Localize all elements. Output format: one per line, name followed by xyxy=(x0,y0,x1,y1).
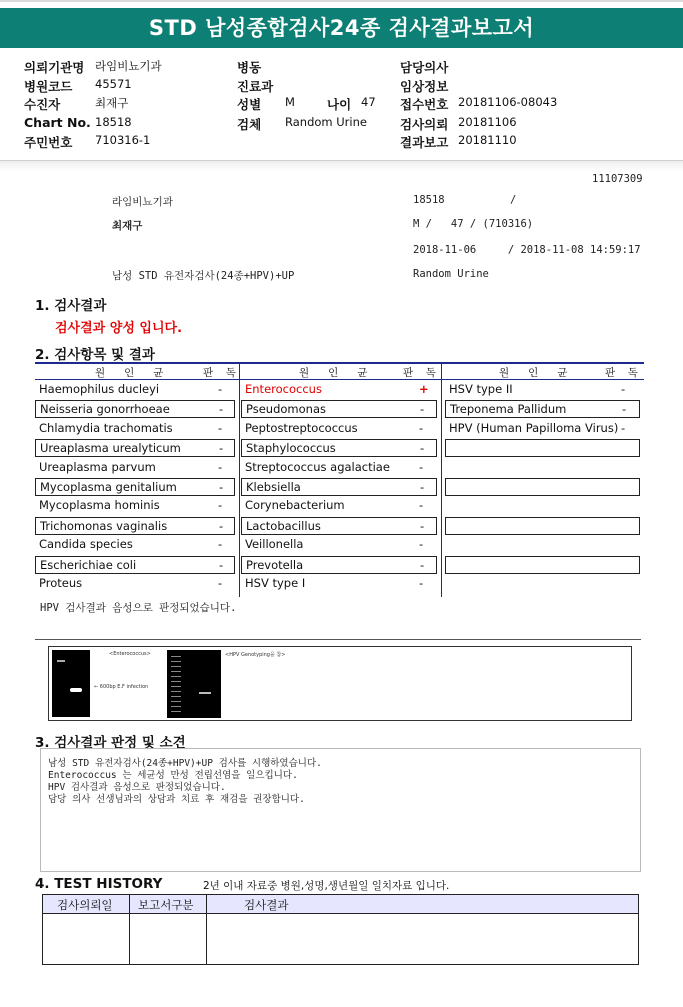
organism-name: Enterococcus xyxy=(245,382,322,396)
opinion-box xyxy=(40,748,641,872)
result-row-col2 xyxy=(241,556,437,574)
result-value: - xyxy=(621,420,626,435)
organism-name: Mycoplasma hominis xyxy=(39,498,160,513)
organism-name: Lactobacillus xyxy=(246,518,321,533)
gel-lane-image-2 xyxy=(167,650,221,718)
gel-label-hpv: <HPV Genotyping을 참> xyxy=(225,652,286,658)
accession-label: 접수번호 xyxy=(400,97,449,112)
opinion-line-3: HPV 검사결과 음성으로 판정되었습니다. xyxy=(48,782,226,793)
age-label: 나이 xyxy=(327,97,352,112)
gel-ladder-mark xyxy=(57,660,65,662)
organism-name: HSV type I xyxy=(245,576,306,590)
result-row-col1 xyxy=(35,478,235,496)
patient-value: 최재구 xyxy=(95,96,129,110)
organism-name: Ureaplasma urealyticum xyxy=(40,441,181,456)
history-col-result: 검사결과 xyxy=(244,898,289,912)
organism-name: HPV (Human Papilloma Virus) xyxy=(449,420,619,435)
request-value: 20181106 xyxy=(458,115,517,129)
report-value: 20181110 xyxy=(458,133,517,147)
result-value: - xyxy=(622,402,627,417)
organism-name: Veillonella xyxy=(245,537,304,552)
result-row-col2 xyxy=(241,575,437,593)
result-value: - xyxy=(219,480,224,494)
result-value: - xyxy=(420,480,425,494)
print-code: 11107309 xyxy=(592,173,643,185)
organism-name: Corynebacterium xyxy=(245,498,345,513)
organism-name: Chlamydia trachomatis xyxy=(39,420,173,435)
chart-value: 18518 xyxy=(95,115,132,129)
organism-name: Neisseria gonorrhoeae xyxy=(40,402,170,417)
organism-name: Ureaplasma parvum xyxy=(39,459,156,474)
dept-label: 진료과 xyxy=(237,79,274,94)
result-value: - xyxy=(218,537,223,552)
result-row-col2 xyxy=(241,536,437,554)
empty-row xyxy=(445,517,640,535)
gel-label-band: ← 600bp E.F infection xyxy=(94,684,149,690)
result-row-col1 xyxy=(35,400,235,418)
result-row-col2 xyxy=(241,420,437,438)
print-name: 최재구 xyxy=(112,220,143,232)
result-table-header xyxy=(35,362,644,380)
opinion-line-4: 담당 의사 선생님과의 상담과 치료 후 재검을 권장합니다. xyxy=(48,794,305,805)
organism-name: Prevotella xyxy=(246,557,304,572)
age-value: 47 xyxy=(361,95,376,109)
print-dates: 2018-11-06 / 2018-11-08 14:59:17 xyxy=(413,244,641,256)
empty-row xyxy=(445,439,640,457)
organism-name: Mycoplasma genitalium xyxy=(40,480,177,494)
empty-row xyxy=(445,556,640,574)
gel-band xyxy=(70,688,82,692)
organism-name: Trichomonas vaginalis xyxy=(40,518,168,533)
report-title: STD 남성종합검사24종 검사결과보고서 xyxy=(0,8,683,48)
result-value: - xyxy=(218,459,223,474)
top-border xyxy=(0,0,683,8)
print-test: 남성 STD 유전자검사(24종+HPV)+UP xyxy=(112,270,295,282)
result-row-col1 xyxy=(35,497,235,515)
organism-name: Proteus xyxy=(39,576,83,590)
history-col-date: 검사의뢰일 xyxy=(57,898,113,912)
rrn-value: 710316-1 xyxy=(95,133,151,147)
organism-name: Klebsiella xyxy=(246,480,301,494)
doctor-label: 담당의사 xyxy=(400,60,449,75)
result-table-body xyxy=(35,381,644,596)
result-value: - xyxy=(219,441,224,456)
result-value: - xyxy=(218,382,223,396)
request-label: 검사의뢰 xyxy=(400,117,449,132)
col3-header-result: 판 독 xyxy=(605,367,638,379)
result-value: - xyxy=(219,402,224,417)
clinical-label: 임상정보 xyxy=(400,79,449,94)
result-row-col1 xyxy=(35,439,235,457)
result-value: - xyxy=(420,557,425,572)
hospital-value: 라임비뇨기과 xyxy=(95,59,162,73)
section-divider xyxy=(35,639,641,640)
result-row-col2 xyxy=(241,478,437,496)
result-value: - xyxy=(420,441,425,456)
result-row-col2 xyxy=(241,517,437,535)
result-value: - xyxy=(218,420,223,435)
code-label: 병원코드 xyxy=(24,79,73,94)
result-value: - xyxy=(219,518,224,533)
hpv-note: HPV 검사결과 음성으로 판정되었습니다. xyxy=(40,602,237,614)
rrn-label: 주민번호 xyxy=(24,135,73,150)
col2-header-name: 원 인 균 xyxy=(299,367,368,379)
result-row-col3 xyxy=(445,420,640,438)
result-value: + xyxy=(419,382,429,396)
ward-label: 병동 xyxy=(237,60,262,75)
history-table-header xyxy=(43,895,638,914)
organism-name: Candida species xyxy=(39,537,133,552)
result-value: - xyxy=(419,498,424,513)
gel-lane-image-1 xyxy=(52,650,90,717)
col2-header-result: 판 독 xyxy=(403,367,436,379)
result-row-col2 xyxy=(241,439,437,457)
section4-title: 4. TEST HISTORY xyxy=(35,876,163,892)
accession-value: 20181106-08043 xyxy=(458,95,558,109)
gel-image-panel xyxy=(48,646,632,721)
print-sexage: M / 47 / (710316) xyxy=(413,218,534,230)
col1-header-result: 판 독 xyxy=(203,367,236,379)
col1-header-name: 원 인 균 xyxy=(95,367,164,379)
result-row-col1 xyxy=(35,536,235,554)
organism-name: Staphylococcus xyxy=(246,441,336,456)
section2-title: 2. 검사항목 및 결과 xyxy=(35,347,155,363)
organism-name: Pseudomonas xyxy=(246,402,326,417)
print-chart: 18518 xyxy=(413,194,445,206)
organism-name: Treponema Pallidum xyxy=(450,402,567,417)
section3-title: 3. 검사결과 판정 및 소견 xyxy=(35,735,186,751)
patient-label: 수진자 xyxy=(24,97,61,112)
result-value: - xyxy=(420,402,425,417)
result-row-col2 xyxy=(241,497,437,515)
result-row-col2 xyxy=(241,381,437,399)
result-row-col2 xyxy=(241,400,437,418)
result-value: - xyxy=(419,576,424,590)
section1-title: 1. 검사결과 xyxy=(35,298,107,314)
organism-name: Escherichiae coli xyxy=(40,557,137,572)
print-slash: / xyxy=(510,194,517,206)
result-row-col1 xyxy=(35,381,235,399)
result-value: - xyxy=(218,576,223,590)
history-note: 2년 이내 자료중 병원,성명,생년월일 일치자료 입니다. xyxy=(203,880,450,892)
result-row-col1 xyxy=(35,556,235,574)
result-value: - xyxy=(419,459,424,474)
result-row-col1 xyxy=(35,517,235,535)
result-value: - xyxy=(219,557,224,572)
section1-result: 검사결과 양성 입니다. xyxy=(55,321,183,336)
history-col-type: 보고서구분 xyxy=(138,898,194,912)
result-row-col3 xyxy=(445,381,640,399)
result-value: - xyxy=(218,498,223,513)
organism-name: Haemophilus ducleyi xyxy=(39,382,160,396)
organism-name: HSV type II xyxy=(449,382,513,396)
result-row-col1 xyxy=(35,575,235,593)
sex-value: M xyxy=(285,95,295,109)
code-value: 45571 xyxy=(95,77,132,91)
history-col-divider-1 xyxy=(129,895,130,964)
gel-ladder xyxy=(171,656,181,714)
chart-label: Chart No. xyxy=(24,115,91,130)
gel-label-enterococcus: <Enterococcus> xyxy=(109,651,151,657)
col3-header-name: 원 인 균 xyxy=(499,367,568,379)
print-specimen: Random Urine xyxy=(413,268,489,280)
specimen-value: Random Urine xyxy=(285,115,367,129)
organism-name: Peptostreptococcus xyxy=(245,420,358,435)
result-value: - xyxy=(419,420,424,435)
organism-name: Streptococcus agalactiae xyxy=(245,459,390,474)
result-value: - xyxy=(419,537,424,552)
report-label: 결과보고 xyxy=(400,135,449,150)
hospital-label: 의뢰기관명 xyxy=(24,60,85,75)
header-divider xyxy=(0,160,683,172)
result-row-col2 xyxy=(241,459,437,477)
result-value: - xyxy=(420,518,425,533)
result-value: - xyxy=(621,382,626,396)
print-clinic: 라임비뇨기과 xyxy=(112,196,173,208)
empty-row xyxy=(445,478,640,496)
history-table xyxy=(42,894,639,965)
specimen-label: 검체 xyxy=(237,117,262,132)
opinion-line-2: Enterococcus 는 세균성 만성 전립선염을 일으킵니다. xyxy=(48,770,298,781)
sex-label: 성별 xyxy=(237,97,262,112)
history-col-divider-2 xyxy=(206,895,207,964)
opinion-line-1: 남성 STD 유전자검사(24종+HPV)+UP 검사를 시행하였습니다. xyxy=(48,758,322,769)
result-row-col1 xyxy=(35,459,235,477)
result-row-col1 xyxy=(35,420,235,438)
gel-band-2 xyxy=(199,692,211,694)
result-row-col3 xyxy=(445,400,640,418)
